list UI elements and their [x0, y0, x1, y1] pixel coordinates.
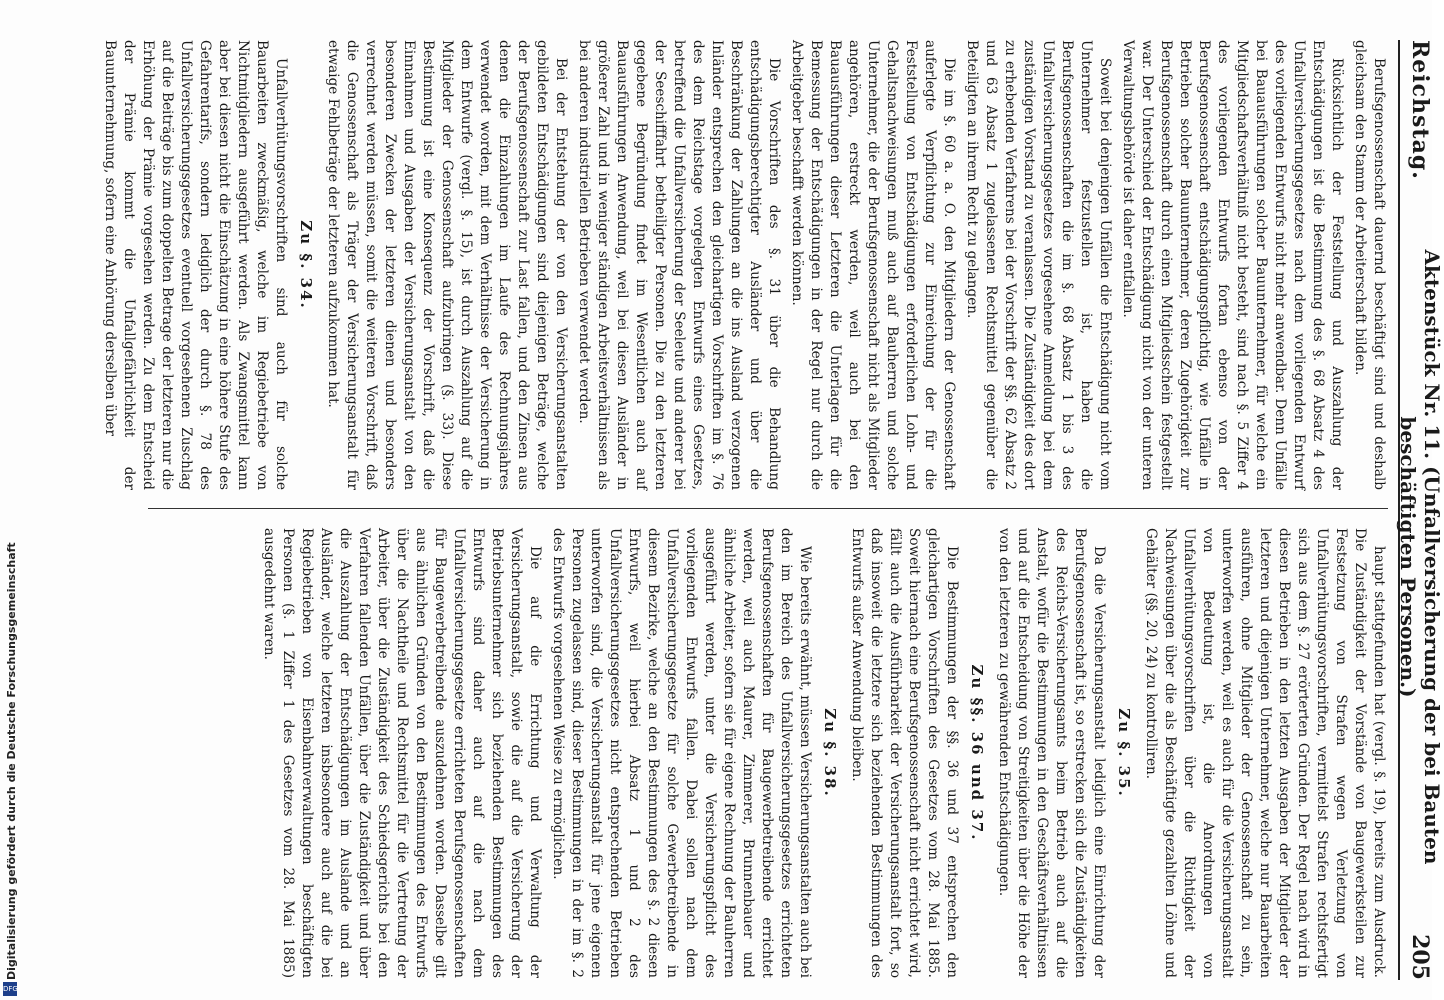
- column-left: [102, 40, 1388, 490]
- section-heading: Zu §§. 36 und 37.: [968, 664, 986, 842]
- paragraph: Die Vorschriften des §. 31 über die Behandlung entschädigungsberechtigter Ausländer und über die Beschränkung der Zahlungen an die ins Ausland verzogenen Inländer entsprechen den gleichartigen Vorschriften im §. 76 des dem Reichstage vorgelegten Entwurfs eines Gesetzes, betreffend die Unfallversicherung der Seeleute und anderer bei der Seeschifffahrt betheiligter Personen. Die zu den letzteren gegebene Begründung findet im Wesentlichen auch auf Bauausführungen Anwendung, weil bei diesen Ausländer in größerer Zahl und in weniger ständigen Arbeitsverhältnissen als bei anderen industriellen Betrieben verwendet werden.: [576, 40, 782, 490]
- paragraph: Da die Versicherungsanstalt lediglich eine Einrichtung der Berufsgenossenschaft ist, so erstrecken sich die Zuständigkeiten des Reichs-Versicherungsamts beim Betrieb auch auf die Anstalt, wofür die Bestimmungen in den Geschäftsverhältnissen und auf die Entscheidung von Streitigkeiten über die Höhe der von den letzteren zu gewährenden Entschädigungen.: [996, 528, 1107, 978]
- section-heading: Zu §. 34.: [297, 220, 315, 310]
- header-center: [1396, 180, 1444, 934]
- text-columns: [102, 40, 1388, 980]
- paragraph: Rücksichtlich der Feststellung und Auszahlung der Entschädigungen ist die Bestimmung des §. 68 Absatz 4 des Unfallversicherungsgesetzes nach dem vorliegenden Entwurf des vorliegenden Entwurfs nicht mehr anwendbar. Denn Unfälle bei Bauausführungen solcher Bauunternehmer, für welche ein Mitgliedschaftsverhältniß nicht besteht, sind nach §. 5 Ziffer 4 des vorliegenden Entwurfs fortan ebenso von der Berufsgenossenschaft entschädigungspflichtig, wie Unfälle in Betrieben solcher Bauunternehmer, deren Zugehörigkeit zur Berufsgenossenschaft durch einen Mitgliedsschein festgestellt war. Der Unterschied der Entschädigung nicht von der unteren Verwaltungsbehörde ist daher entfallen.: [1120, 40, 1345, 490]
- paragraph: Wie bereits erwähnt, müssen Versicherungsanstalten auch bei den im Bereich des Unfallversicherungsgesetzes errichteten Berufsgenossenschaften für Baugewerbetreibende errichtet werden, weil auch Maurer, Zimmerer, Brunnenbauer und ähnliche Arbeiter, sofern sie für eigene Rechnung der Bauherren ausgeführt werden, unter die Versicherungspflicht des vorliegenden Entwurfs fallen. Dabei sollen nach dem Unfallversicherungsgesetze für solche Gewerbetreibende in diesem Bezirke, welche an den Bestimmungen des §. 2 diesen Entwurfs, weil hierbei Absatz 1 und 2 des Unfallversicherungsgesetzes nicht entsprechenden Betrieben unterworfen sind, die Versicherungsanstalt für jene eigenen Personen zugelassen sind, dieser Bestimmungen in der im §. 2 des Entwurfs vorgesehenen Weise zu ermöglichen.: [550, 528, 813, 978]
- digitization-note: Digitalisierung gefördert durch die Deutsche Forschungsgemeinschaft: [5, 542, 18, 980]
- page-number: 205: [1407, 934, 1433, 980]
- column-right: [148, 528, 1388, 978]
- dfg-logo: DFG: [3, 982, 17, 996]
- paragraph: Die Bestimmungen der §§. 36 und 37 entsprechen den gleichartigen Vorschriften des Gesetzes vom 28. Mai 1885. Soweit hiernach eine Berufsgenossenschaft nicht errichtet wird, fällt auch die Ausführbarkeit der Versicherungsanstalt fort, so daß insoweit die letztere sich beziehenden Bestimmungen des Entwurfs außer Anwendung bleiben.: [849, 528, 960, 978]
- paragraph: Die im §. 60 a. a. O. den Mitgliedern der Genossenschaft auferlegte Verpflichtung zur Einreichung der für die Feststellung von Entschädigungen erforderlichen Lohn- und Gehaltsnachweisungen muß auch auf Bauherren und solche Unternehmer, die der Berufsgenossenschaft nicht als Mitglieder angehören, erstreckt werden, weil auch bei den Bauausführungen dieser Letzteren die Unterlagen für die Bemessung der Entschädigungen in der Regel nur durch die Arbeitgeber beschafft werden können.: [789, 40, 957, 490]
- column-divider: [148, 508, 1388, 509]
- section-heading: Zu §. 35.: [1115, 708, 1133, 798]
- paragraph: Unfallverhütungsvorschriften sind auch für solche Bauarbeiten zweckmäßig, welche im Regiebetriebe von Nichtmitgliedern ausgeführt werden. Als Zwangsmittel kann aber bei diesen nicht die Einschätzung in eine höhere Stufe des Gefahrentarifs, sondern lediglich der durch §. 78 des Unfallversicherungsgesetzes eventuell vorgesehenen Zuschlag auf die Beiträge bis zum doppelten Betrage der letzteren nur die Erhöhung der Prämie vorgesehen werden. Zu dem Entscheid der Prämie kommt die Unfallgefährlichkeit der Bauunternehmung, sofern eine Anhörung derselben über: [102, 40, 289, 490]
- paragraph: Die auf die Errichtung und Verwaltung der Versicherungsanstalt, sowie die auf die Versicherung der Betriebsunternehmer sich beziehenden Bestimmungen des Entwurfs sind daher auch auf die nach dem Unfallversicherungsgesetze errichteten Berufsgenossenschaften für Baugewerbetreibende auszudehnen worden. Dasselbe gilt aus ähnlichen Gründen von den Bestimmungen des Entwurfs über die Nachtheile und Rechtsmittel für die Vertretung der Arbeiter, über die Zuständigkeit des Schiedsgerichts bei den Verfahren fallenden Unfällen, über die Zuständigkeit und über die Auszahlung der Entschädigungen im Auslande und an Ausländer, welche letzteren insbesondere auch auf die bei Regiebetrieben von Eisenbahnverwaltungen beschäftigten Personen (§. 1 Ziffer 1 des Gesetzes vom 28. Mai 1885) ausgedehnt waren.: [261, 528, 543, 978]
- header-title: Aktenstück Nr. 11.: [1420, 249, 1444, 460]
- digitization-footer: [0, 0, 22, 1000]
- paragraph: haupt stattgefunden hat (vergl. §. 19), bereits zum Ausdruck. Die Zuständigkeit der Vorstände von Baugewerksteilen zur Festsetzung von Strafen wegen Verletzung von Unfallverhütungsvorschriften, vermittelst Strafen rechtsfertigt sich aus dem §. 27 erörterten Gründen. Der Regel nach wird in diesen Betrieben in den letzten Ausgaben der Mitglieder der letzteren und diejenigen Unternehmer, welche nur Bauarbeiten ausführen, ohne Mitglieder der Genossenschaft zu sein, unterworfen werden, weil es auch für die Versicherungsanstalt von Bedeutung ist, die Anordnungen von Unfallverhütungsvorschriften über die Richtigkeit der Nachweisungen über die als Beschäftigte gezahlten Löhne und Gehälter (§§. 20, 24) zu kontrolliren.: [1143, 528, 1387, 978]
- paragraph: Berufsgenossenschaft dauernd beschäftigt sind und deshalb gleichsam den Stamm der Arbeiterschaft bilden.: [1352, 40, 1387, 490]
- header-subtitle: (Unfallversicherung der bei Bauten beschäftigten Personen.): [1396, 416, 1444, 865]
- rotated-page-content: [102, 40, 1444, 980]
- section-heading: Zu §. 38.: [821, 708, 839, 798]
- header-left: Reichstag.: [1407, 40, 1433, 180]
- page-header: [1396, 40, 1444, 980]
- paragraph: Soweit bei denjenigen Unfällen die Entschädigung nicht vom Unternehmer festzustellen ist, haben die Berufsgenossenschaften die im §. 68 Absatz 1 bis 3 des Unfallversicherungsgesetzes vorgesehene Anmeldung bei dem zuständigen Vorstand zu veranlassen. Die Zuständigkeit des dort zu erhebenden Verfahrens bei der Vorschrift der §§. 62 Absatz 2 und 63 Absatz 1 zugelassenen Rechtsmittel gegenüber die Beteiligten an ihrem Recht zu gelangen.: [964, 40, 1113, 490]
- paragraph: Bei der Entstehung der von den Versicherungsanstalten gebildeten Entschädigungen sind diejenigen Beträge, welche der Berufsgenossenschaft zur Last fallen, und den Zinsen aus denen die Einzahlungen im Laufe des Rechnungsjahres verwendet worden, mit dem Verhältnisse der Versicherung in dem Entwurfe (vergl. §. 15), ist durch Auszahlung auf die Mitglieder der Genossenschaft aufzubringen (§. 33). Diese Bestimmung ist eine Konsequenz der Vorschrift, daß die Einnahmen und Ausgaben der Versicherungsanstalt von den besonderen Zwecken der letzteren dienen und besonders verrechnet werden müssen, somit die weiteren Vorschrift, daß die Genossenschaft als Träger der Versicherungsanstalt für etwaige Fehlbeträge der letzteren aufzukommen hat.: [325, 40, 569, 490]
